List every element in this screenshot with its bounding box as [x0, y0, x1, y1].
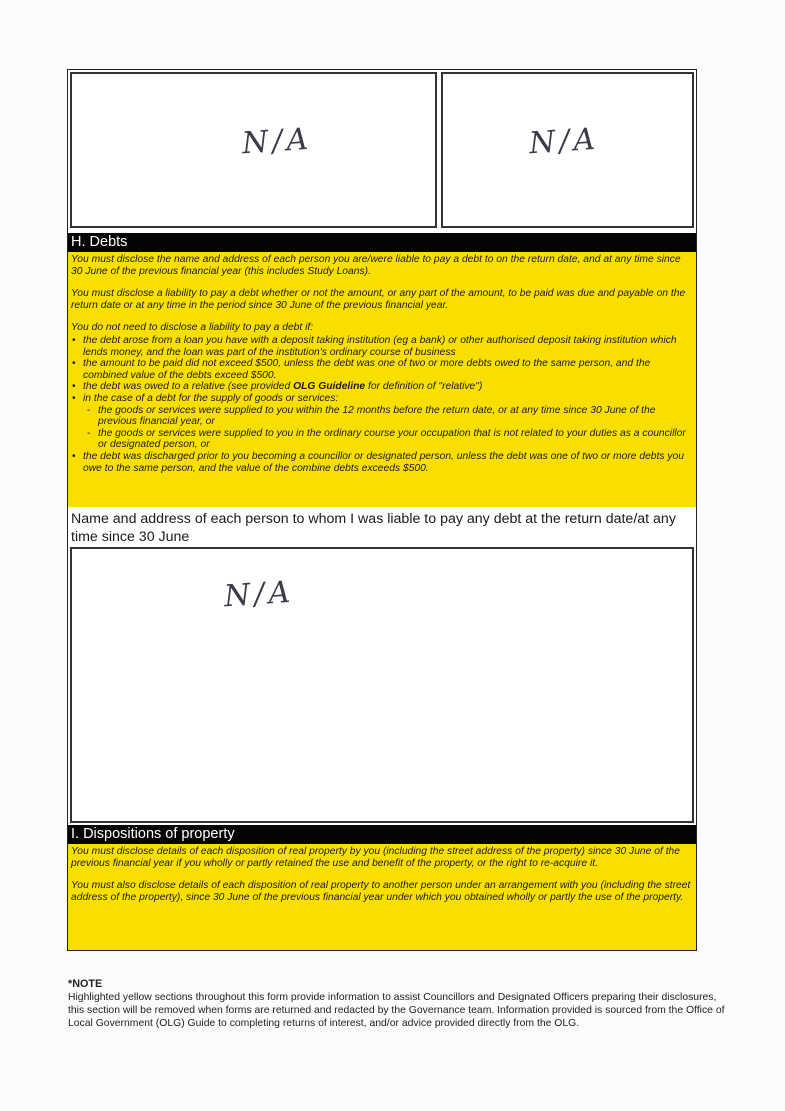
- section-i-info: [68, 844, 696, 950]
- exemption-item-3-post: for definition of "relative"): [365, 381, 483, 393]
- exemption-subitem-1: - the goods or services were supplied to you within the 12 months before the return date, or at any time since 30 June of the previous financial year, or: [71, 405, 693, 428]
- exemption-item-4: • in the case of a debt for the supply of goods or services:: [71, 393, 693, 405]
- debt-question-label: Name and address of each person to whom I was liable to pay any debt at the return date/at any time since 30 June: [68, 509, 696, 546]
- disclosure-form: [67, 69, 697, 951]
- section-h-info: [68, 252, 696, 507]
- debt-answer-box[interactable]: [70, 547, 694, 823]
- section-i-para2: You must also disclose details of each disposition of real property to another person under an arrangement with you (including the street address of the property), since 30 June of the previous financial year under which you obtained wholly or partly the use of the property.: [71, 880, 691, 903]
- handwritten-entry-debts: N/A: [222, 574, 296, 615]
- section-i-para1: You must disclose details of each disposition of real property by you (including the street address of the property) since 30 June of the previous financial year if you wholly or partly retained the use and benefit of the property, or the right to re-acquire it.: [71, 846, 681, 869]
- footnote: [68, 978, 728, 1030]
- exemption-subitem-2: - the goods or services were supplied to you in the ordinary course your occupation that is not related to your duties as a councillor or designated person, or: [71, 428, 693, 451]
- answer-box-right[interactable]: [441, 72, 694, 228]
- section-h-header: H. Debts: [68, 233, 696, 252]
- answer-box-left[interactable]: [70, 72, 437, 228]
- section-h-para1: You must disclose the name and address of each person you are/were liable to pay a debt to on the return date, and at any time since 30 June of the previous financial year (this includes Study Loans).: [71, 254, 681, 277]
- note-text: Highlighted yellow sections throughout this form provide information to assist Councillors and Designated Officers preparing their disclosures, this section will be removed when forms are returned and redacted by the Governance team. Information provided is sourced from the Office of Local Government (OLG) Guide to completing returns of interest, and/or advice provided directly from the OLG.: [68, 992, 725, 1029]
- exemption-item-3: [71, 381, 693, 393]
- handwritten-entry-right: N/A: [527, 121, 601, 162]
- note-title: *NOTE: [68, 978, 103, 990]
- section-h-intro: You do not need to disclose a liability to pay a debt if:: [71, 322, 314, 334]
- exemption-item-1: • the debt arose from a loan you have with a deposit taking institution (eg a bank) or other authorised deposit taking institution which lends money, and the loan was part of the institution's ordinary course of business: [71, 335, 693, 358]
- olg-guideline-ref: OLG Guideline: [293, 381, 366, 393]
- top-answer-row: [68, 70, 696, 231]
- exemption-list: [71, 335, 693, 474]
- section-h-para2: You must disclose a liability to pay a debt whether or not the amount, or any part of the amount, to be paid was due and payable on the return date or at any time in the period since 30 June of the previous financial year.: [71, 288, 686, 311]
- exemption-item-5: • the debt was discharged prior to you becoming a councillor or designated person, unless the debt was one of two or more debts you owe to the same person, and the value of the combine debts exceeds $500.: [71, 451, 693, 474]
- section-i-header: I. Dispositions of property: [68, 825, 696, 844]
- exemption-item-2: • the amount to be paid did not exceed $500, unless the debt was one of two or more debts owed to the same person, and the combined value of the debts exceed $500.: [71, 358, 693, 381]
- exemption-item-3-pre: the debt was owed to a relative (see provided: [83, 381, 294, 393]
- handwritten-entry-left: N/A: [240, 121, 314, 162]
